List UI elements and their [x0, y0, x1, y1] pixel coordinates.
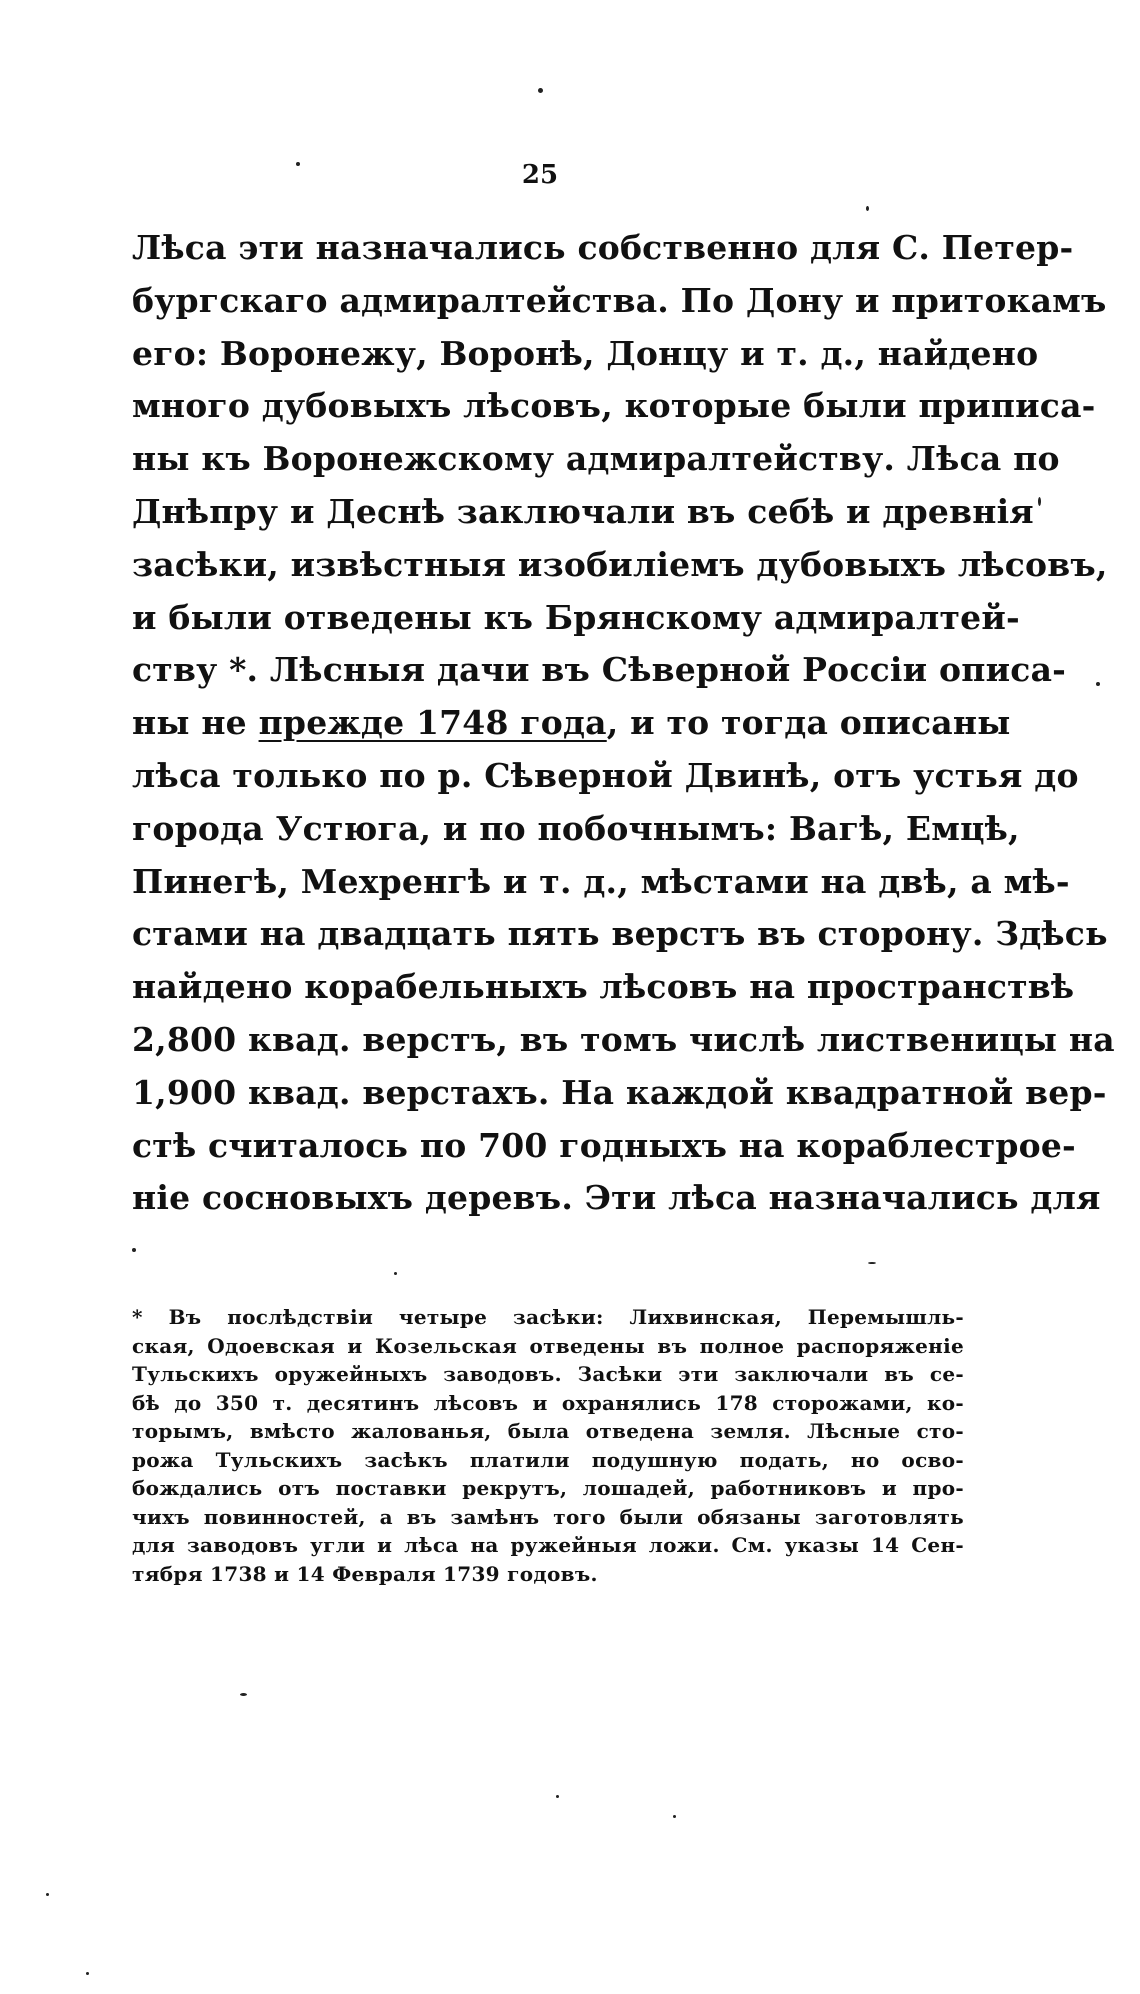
- body-line: засѣки, извѣстныя изобиліемъ дубовыхъ лѣсовъ,: [132, 544, 1108, 584]
- scan-speck: [86, 1972, 89, 1975]
- body-line: Лѣса эти назначались собственно для С. Петер-: [132, 228, 1074, 267]
- body-line: Днѣпру и Деснѣ заключали въ себѣ и древнія: [132, 491, 1034, 531]
- footnote-line: тября 1738 и 14 Февраля 1739 годовъ.: [132, 1561, 598, 1586]
- page-number: 25: [521, 160, 559, 190]
- footnote-line: ская, Одоевская и Козельская отведены въ полное распоряженіе: [132, 1333, 964, 1358]
- footnote-line: бождались отъ поставки рекрутъ, лошадей, работниковъ и про-: [132, 1476, 964, 1500]
- scan-speck: [1096, 682, 1100, 686]
- footnote-line: торымъ, вмѣсто жалованья, была отведена земля. Лѣсные сто-: [132, 1419, 964, 1443]
- footnote-line: рожа Тульскихъ засѣкъ платили подушную подать, но осво-: [132, 1447, 964, 1472]
- line-start: ны не: [132, 703, 259, 743]
- scan-speck: [132, 1248, 136, 1252]
- scan-speck: [538, 88, 543, 93]
- body-line: много дубовыхъ лѣсовъ, которые были приписа-: [132, 386, 1096, 426]
- scan-speck: [673, 1815, 676, 1818]
- body-line: 1,900 квад. верстахъ. На каждой квадратной вер-: [132, 1072, 1107, 1112]
- footnote-line: чихъ повинностей, а въ замѣнъ того были обязаны заготовлять: [132, 1504, 964, 1529]
- scan-speck: [394, 1272, 397, 1275]
- body-line: ніе сосновыхъ деревъ. Эти лѣса назначались для: [132, 1178, 1101, 1218]
- scan-speck: [868, 1262, 876, 1264]
- body-line: стами на двадцать пять верстъ въ сторону. Здѣсь: [132, 914, 1108, 954]
- scan-speck: [556, 1795, 559, 1798]
- underlined-date: прежде 1748 года: [258, 703, 607, 743]
- body-line-underlined-date: [132, 697, 1011, 750]
- scan-speck: [1038, 497, 1041, 506]
- body-line: 2,800 квад. верстъ, въ томъ числѣ лиственицы на: [132, 1019, 1115, 1059]
- footnote-line: бѣ до 350 т. десятинъ лѣсовъ и охранялись 178 сторожами, ко-: [132, 1390, 964, 1415]
- body-line: его: Воронежу, Воронѣ, Донцу и т. д., найдено: [132, 333, 1039, 373]
- body-line: лѣса только по р. Сѣверной Двинѣ, отъ устья до: [132, 755, 1079, 795]
- body-line: города Устюга, и по побочнымъ: Вагѣ, Емцѣ,: [132, 808, 1020, 848]
- body-line: найдено корабельныхъ лѣсовъ на пространствѣ: [132, 967, 1075, 1007]
- body-line: и были отведены къ Брянскому адмиралтей-: [132, 597, 1020, 637]
- footnote-line: для заводовъ угли и лѣса на ружейныя ложи. См. указы 14 Сен-: [132, 1533, 964, 1557]
- body-line: бургскаго адмиралтейства. По Дону и притокамъ: [132, 280, 1107, 320]
- scan-speck: [240, 1693, 247, 1696]
- body-line: Пинегѣ, Мехренгѣ и т. д., мѣстами на двѣ, а мѣ-: [132, 861, 1070, 901]
- footnote-line: Тульскихъ оружейныхъ заводовъ. Засѣки эти заключали въ се-: [132, 1362, 964, 1386]
- scan-speck: [866, 206, 869, 211]
- body-line: ству *. Лѣсныя дачи въ Сѣверной Россіи описа-: [132, 650, 1067, 690]
- footnote: [132, 1303, 964, 1588]
- line-end: , и то тогда описаны: [606, 703, 1011, 743]
- body-line: ны къ Воронежскому адмиралтейству. Лѣса по: [132, 439, 1060, 479]
- main-paragraph: [132, 222, 1115, 1225]
- footnote-line: * Въ послѣдствіи четыре засѣки: Лихвинская, Перемышль-: [132, 1305, 964, 1329]
- scan-speck: [46, 1893, 49, 1896]
- body-line: стѣ считалось по 700 годныхъ на кораблестрое-: [132, 1125, 1076, 1165]
